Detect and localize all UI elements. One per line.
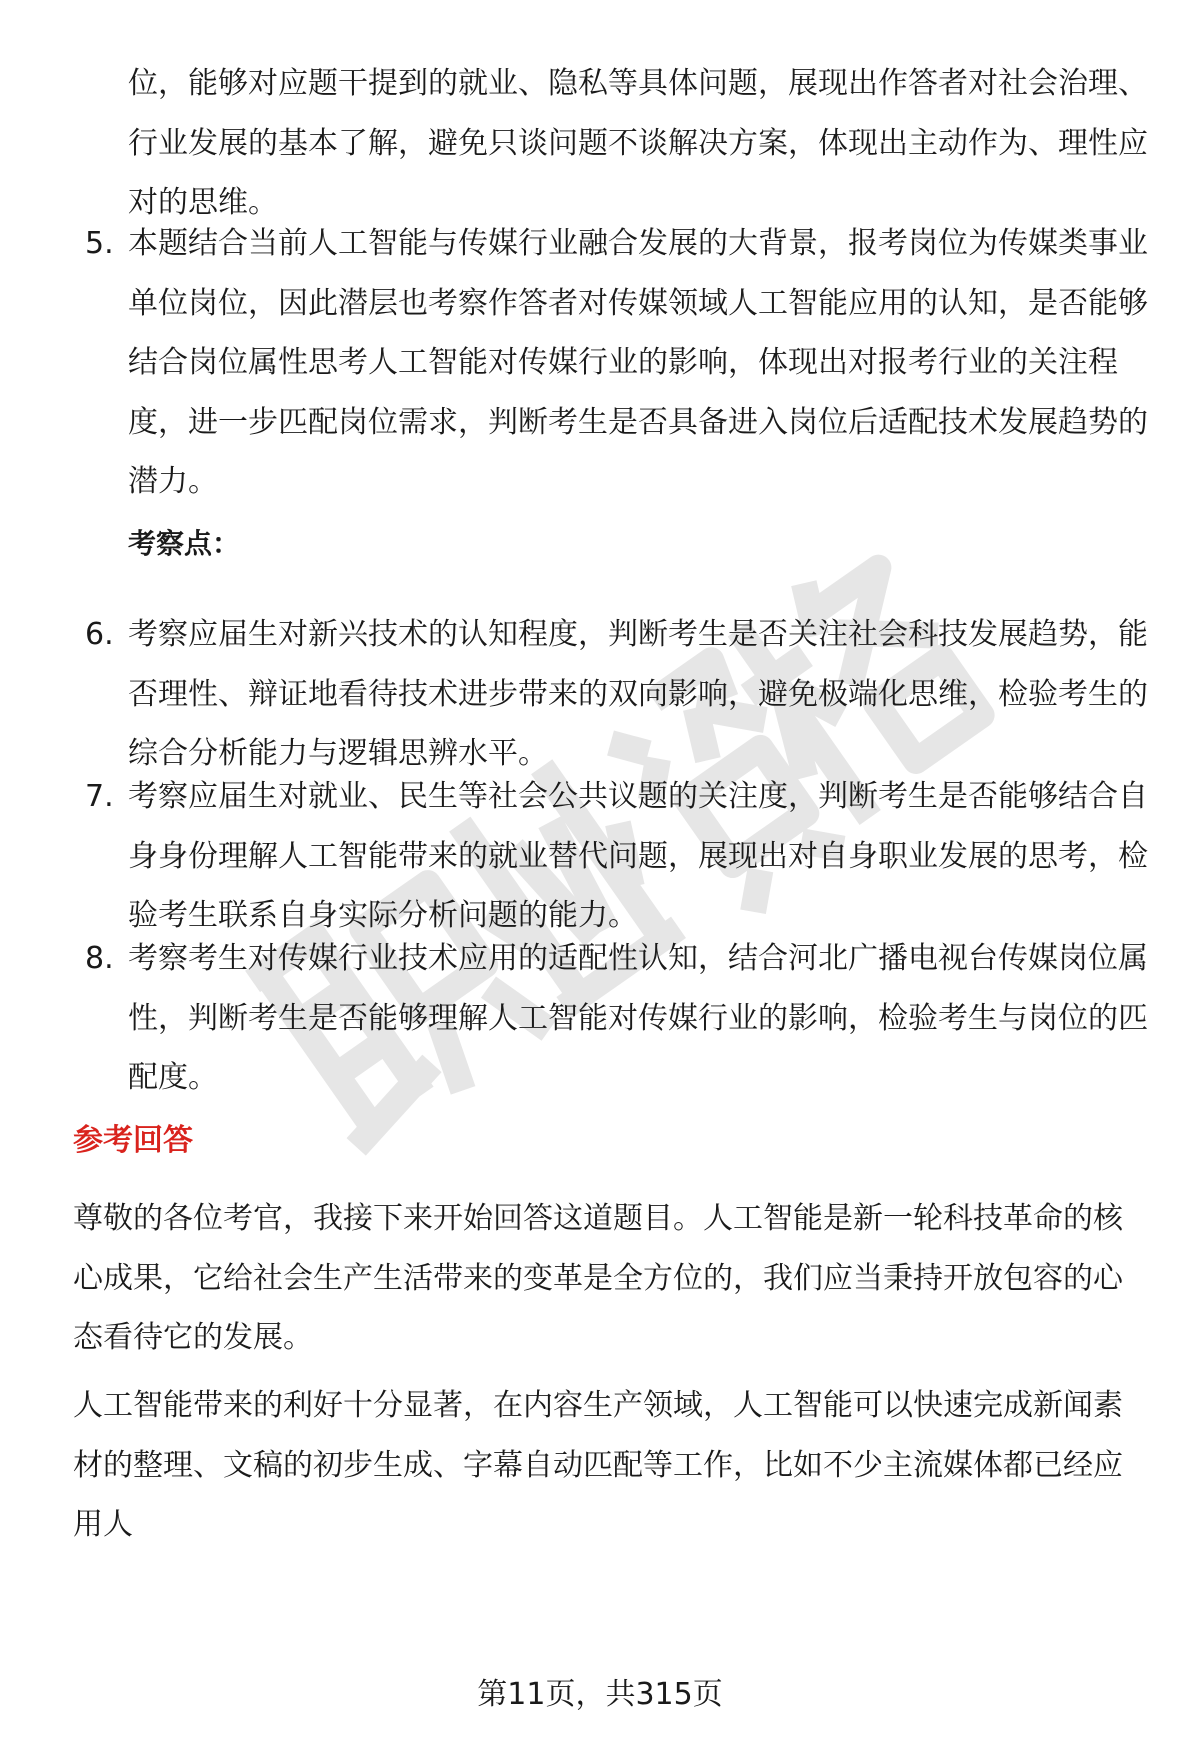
list-item-number: 8.: [85, 941, 114, 976]
continuation-paragraph: 位，能够对应题干提到的就业、隐私等具体问题，展现出作答者对社会治理、行业发展的基本了解，避免只谈问题不谈解决方案，体现出主动作为、理性应对的思维。: [128, 66, 1148, 220]
answer-paragraph: 尊敬的各位考官，我接下来开始回答这道题目。人工智能是新一轮科技革命的核心成果，它给社会生产生活带来的变革是全方位的，我们应当秉持开放包容的心态看待它的发展。: [73, 1201, 1123, 1355]
page-number: 第11页，共315页: [477, 1677, 723, 1712]
list-item-text: 考察应届生对就业、民生等社会公共议题的关注度，判断考生是否能够结合自身身份理解人工智能带来的就业替代问题，展现出对自身职业发展的思考，检验考生联系自身实际分析问题的能力。: [128, 779, 1148, 933]
focus-heading: 考察点：: [128, 527, 241, 560]
answer-heading: 参考回答: [73, 1123, 193, 1158]
list-item-number: 7.: [85, 779, 114, 814]
list-item-text: 考察考生对传媒行业技术应用的适配性认知，结合河北广播电视台传媒岗位属性，判断考生是否能够理解人工智能对传媒行业的影响，检验考生与岗位的匹配度。: [128, 941, 1148, 1095]
answer-paragraph: 人工智能带来的利好十分显著，在内容生产领域，人工智能可以快速完成新闻素材的整理、文稿的初步生成、字幕自动匹配等工作，比如不少主流媒体都已经应用人: [73, 1388, 1123, 1542]
list-item-text: 本题结合当前人工智能与传媒行业融合发展的大背景，报考岗位为传媒类事业单位岗位，因此潜层也考察作答者对传媒领域人工智能应用的认知，是否能够结合岗位属性思考人工智能对传媒行业的影响，体现出对报考行业的关注程度，进一步匹配岗位需求，判断考生是否具备进入岗位后适配技术发展趋势的潜力。: [128, 226, 1148, 499]
list-item-number: 6.: [85, 617, 114, 652]
list-item-number: 5.: [85, 226, 114, 261]
list-item-text: 考察应届生对新兴技术的认知程度，判断考生是否关注社会科技发展趋势，能否理性、辩证地看待技术进步带来的双向影响，避免极端化思维，检验考生的综合分析能力与逻辑思辨水平。: [128, 617, 1148, 771]
